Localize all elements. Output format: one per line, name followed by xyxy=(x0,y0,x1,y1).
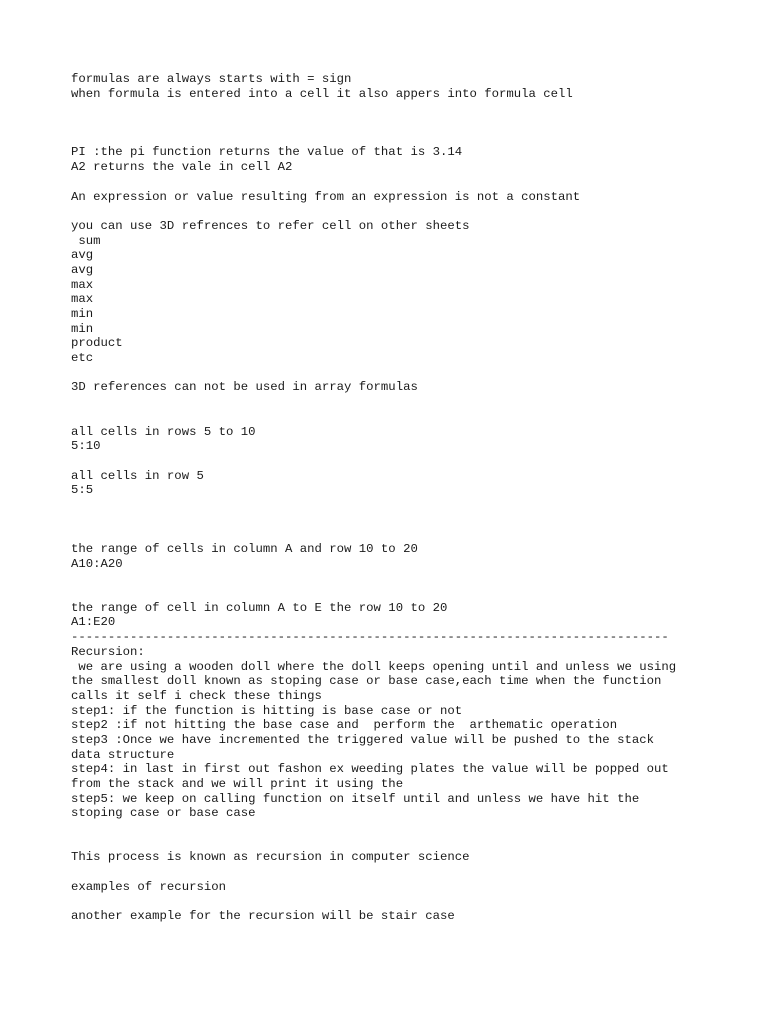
blank-line xyxy=(71,131,751,146)
text-line: all cells in rows 5 to 10 xyxy=(71,424,256,439)
text-line: formulas are always starts with = sign xyxy=(71,72,352,86)
text-line: Recursion: xyxy=(71,644,145,659)
text-line: from the stack and we will print it using the xyxy=(71,777,404,791)
blank-line xyxy=(71,366,751,381)
text-line: A2 returns the vale in cell A2 xyxy=(71,160,293,175)
blank-line xyxy=(71,101,751,116)
text-line: we are using a wooden doll where the doll keeps opening until and unless we using xyxy=(71,659,677,674)
text-line: 3D references can not be used in array formulas xyxy=(71,380,418,395)
text-line: the range of cell in column A to E the row 10 to 20 xyxy=(71,600,448,615)
text-line: the range of cells in column A and row 10 to 20 xyxy=(71,542,418,556)
text-line: product xyxy=(71,336,123,351)
text-line: avg xyxy=(71,262,94,277)
text-line: step1: if the function is hitting is base case or not xyxy=(71,703,463,718)
text-line: avg xyxy=(71,248,94,263)
text-line: 5:10 xyxy=(71,439,101,454)
blank-line xyxy=(71,513,751,528)
text-line: etc xyxy=(71,351,94,366)
text-line: min xyxy=(71,307,94,321)
blank-line xyxy=(71,395,751,410)
blank-line xyxy=(71,204,751,219)
text-line: calls it self i check these things xyxy=(71,688,322,703)
blank-line xyxy=(71,836,751,851)
text-line: max xyxy=(71,292,94,307)
blank-line xyxy=(71,410,751,425)
blank-line xyxy=(71,586,751,601)
text-line: step5: we keep on calling function on itself until and unless we have hit the xyxy=(71,791,640,806)
blank-line xyxy=(71,821,751,836)
blank-line xyxy=(71,175,751,190)
text-line: --------------------------------------------------------------------------------- xyxy=(71,630,669,645)
blank-line xyxy=(71,865,751,880)
text-line: data structure xyxy=(71,747,175,762)
blank-line xyxy=(71,571,751,586)
text-line: all cells in row 5 xyxy=(71,468,204,483)
text-line: This process is known as recursion in computer science xyxy=(71,850,470,865)
text-line: another example for the recursion will be stair case xyxy=(71,909,455,924)
text-line: you can use 3D refrences to refer cell on other sheets xyxy=(71,218,470,233)
text-line: when formula is entered into a cell it also appers into formula cell xyxy=(71,86,573,101)
text-line: A1:E20 xyxy=(71,615,116,630)
blank-line xyxy=(71,116,751,131)
text-line: sum xyxy=(71,233,101,248)
text-line: A10:A20 xyxy=(71,556,123,571)
text-line: PI :the pi function returns the value of that is 3.14 xyxy=(71,145,463,160)
text-line: min xyxy=(71,321,94,336)
text-line: step3 :Once we have incremented the triggered value will be pushed to the stack xyxy=(71,732,654,747)
text-line: step4: in last in first out fashon ex weeding plates the value will be popped out xyxy=(71,762,669,777)
text-line: step2 :if not hitting the base case and perform the arthematic operation xyxy=(71,718,618,733)
text-line: An expression or value resulting from an expression is not a constant xyxy=(71,189,581,204)
blank-line xyxy=(71,454,751,469)
document-body xyxy=(71,72,751,924)
text-line: max xyxy=(71,277,94,292)
text-line: stoping case or base case xyxy=(71,806,256,821)
blank-line xyxy=(71,527,751,542)
blank-line xyxy=(71,498,751,513)
text-line: examples of recursion xyxy=(71,879,226,894)
text-line: 5:5 xyxy=(71,483,94,498)
text-line: the smallest doll known as stoping case or base case,each time when the function xyxy=(71,674,662,689)
blank-line xyxy=(71,895,751,910)
